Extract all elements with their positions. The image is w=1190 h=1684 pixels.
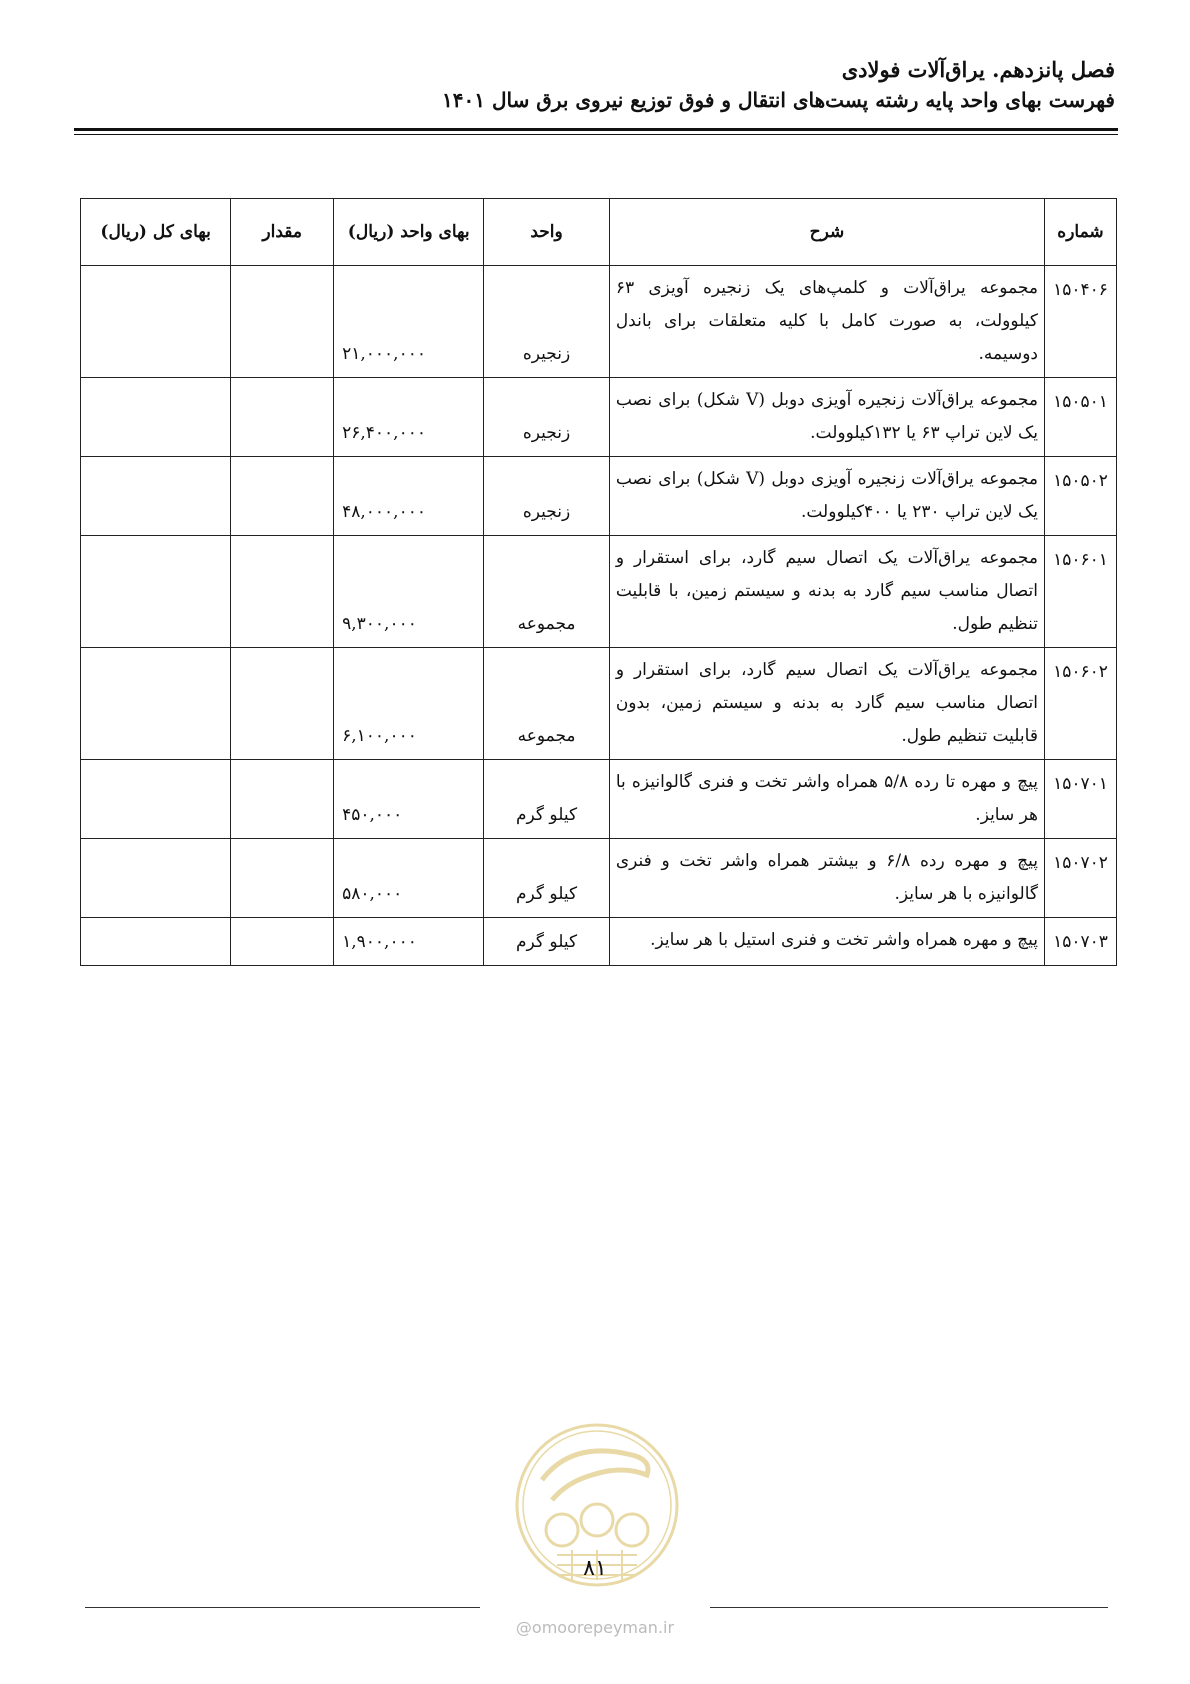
row-number: ۱۵۰۷۰۳ (1044, 918, 1116, 966)
table-row (81, 648, 1117, 760)
row-quantity (231, 760, 334, 839)
row-total-price (81, 648, 231, 760)
row-number: ۱۵۰۷۰۲ (1044, 839, 1116, 918)
table-row (81, 378, 1117, 457)
row-total-price (81, 457, 231, 536)
row-description: مجموعه یراق‌آلات یک اتصال سیم گارد، برای استقرار و اتصال مناسب سیم گارد به بدنه و سیستم زمین، بدون قابلیت تنظیم طول. (609, 648, 1044, 760)
header-unit: واحد (484, 199, 610, 266)
row-quantity (231, 839, 334, 918)
row-number: ۱۵۰۴۰۶ (1044, 266, 1116, 378)
header-description: شرح (609, 199, 1044, 266)
table-header-row (81, 199, 1117, 266)
row-quantity (231, 266, 334, 378)
row-unit-price: ۴۸,۰۰۰,۰۰۰ (334, 457, 484, 536)
table-row (81, 457, 1117, 536)
row-unit: مجموعه (484, 648, 610, 760)
row-quantity (231, 918, 334, 966)
row-number: ۱۵۰۶۰۲ (1044, 648, 1116, 760)
row-description: مجموعه یراق‌آلات یک اتصال سیم گارد، برای استقرار و اتصال مناسب سیم گارد به بدنه و سیستم زمین، با قابلیت تنظیم طول. (609, 536, 1044, 648)
header-quantity: مقدار (231, 199, 334, 266)
website-watermark: @omoorepeyman.ir (515, 1618, 675, 1637)
page-number: ۸۱ (583, 1556, 607, 1581)
row-unit: مجموعه (484, 536, 610, 648)
page-header (75, 55, 1115, 115)
row-unit: زنجیره (484, 378, 610, 457)
table-row (81, 536, 1117, 648)
row-quantity (231, 378, 334, 457)
row-total-price (81, 760, 231, 839)
row-description: مجموعه یراق‌آلات زنجیره آویزی دوبل (V شکل) برای نصب یک لاین تراپ ۶۳ یا ۱۳۲کیلوولت. (609, 378, 1044, 457)
header-unit-price: بهای واحد (ریال) (334, 199, 484, 266)
row-quantity (231, 536, 334, 648)
row-unit-price: ۹,۳۰۰,۰۰۰ (334, 536, 484, 648)
table-row (81, 918, 1117, 966)
row-total-price (81, 378, 231, 457)
header-rule-thin (74, 134, 1118, 135)
row-number: ۱۵۰۵۰۲ (1044, 457, 1116, 536)
row-description: مجموعه یراق‌آلات و کلمپ‌های یک زنجیره آویزی ۶۳ کیلوولت، به صورت کامل با کلیه متعلقات برای باندل دوسیمه. (609, 266, 1044, 378)
row-unit-price: ۱,۹۰۰,۰۰۰ (334, 918, 484, 966)
row-unit: کیلو گرم (484, 760, 610, 839)
table-row (81, 266, 1117, 378)
footer-rule-right (710, 1607, 1108, 1608)
row-unit: زنجیره (484, 457, 610, 536)
row-total-price (81, 266, 231, 378)
chapter-title: فصل پانزدهم. یراق‌آلات فولادی (841, 57, 1115, 82)
header-number: شماره (1044, 199, 1116, 266)
table-row (81, 760, 1117, 839)
price-table (80, 198, 1117, 966)
header-total-price: بهای کل (ریال) (81, 199, 231, 266)
row-unit: کیلو گرم (484, 839, 610, 918)
header-rule-thick (74, 128, 1118, 131)
row-unit-price: ۲۶,۴۰۰,۰۰۰ (334, 378, 484, 457)
row-description: پیچ و مهره تا رده ۵/۸ همراه واشر تخت و فنری گالوانیزه با هر سایز. (609, 760, 1044, 839)
row-total-price (81, 536, 231, 648)
row-unit-price: ۵۸۰,۰۰۰ (334, 839, 484, 918)
row-description: پیچ و مهره رده ۶/۸ و بیشتر همراه واشر تخت و فنری گالوانیزه با هر سایز. (609, 839, 1044, 918)
row-unit: زنجیره (484, 266, 610, 378)
table-row (81, 839, 1117, 918)
row-unit-price: ۲۱,۰۰۰,۰۰۰ (334, 266, 484, 378)
row-quantity (231, 648, 334, 760)
row-unit: کیلو گرم (484, 918, 610, 966)
row-quantity (231, 457, 334, 536)
row-total-price (81, 918, 231, 966)
row-description: مجموعه یراق‌آلات زنجیره آویزی دوبل (V شکل) برای نصب یک لاین تراپ ۲۳۰ یا ۴۰۰کیلوولت. (609, 457, 1044, 536)
row-total-price (81, 839, 231, 918)
row-description: پیچ و مهره همراه واشر تخت و فنری استیل با هر سایز. (609, 918, 1044, 966)
row-unit-price: ۶,۱۰۰,۰۰۰ (334, 648, 484, 760)
footer-rule-left (85, 1607, 480, 1608)
row-unit-price: ۴۵۰,۰۰۰ (334, 760, 484, 839)
row-number: ۱۵۰۵۰۱ (1044, 378, 1116, 457)
row-number: ۱۵۰۷۰۱ (1044, 760, 1116, 839)
document-subtitle: فهرست بهای واحد پایه رشته پست‌های انتقال و فوق توزیع نیروی برق سال ۱۴۰۱ (442, 88, 1115, 112)
row-number: ۱۵۰۶۰۱ (1044, 536, 1116, 648)
